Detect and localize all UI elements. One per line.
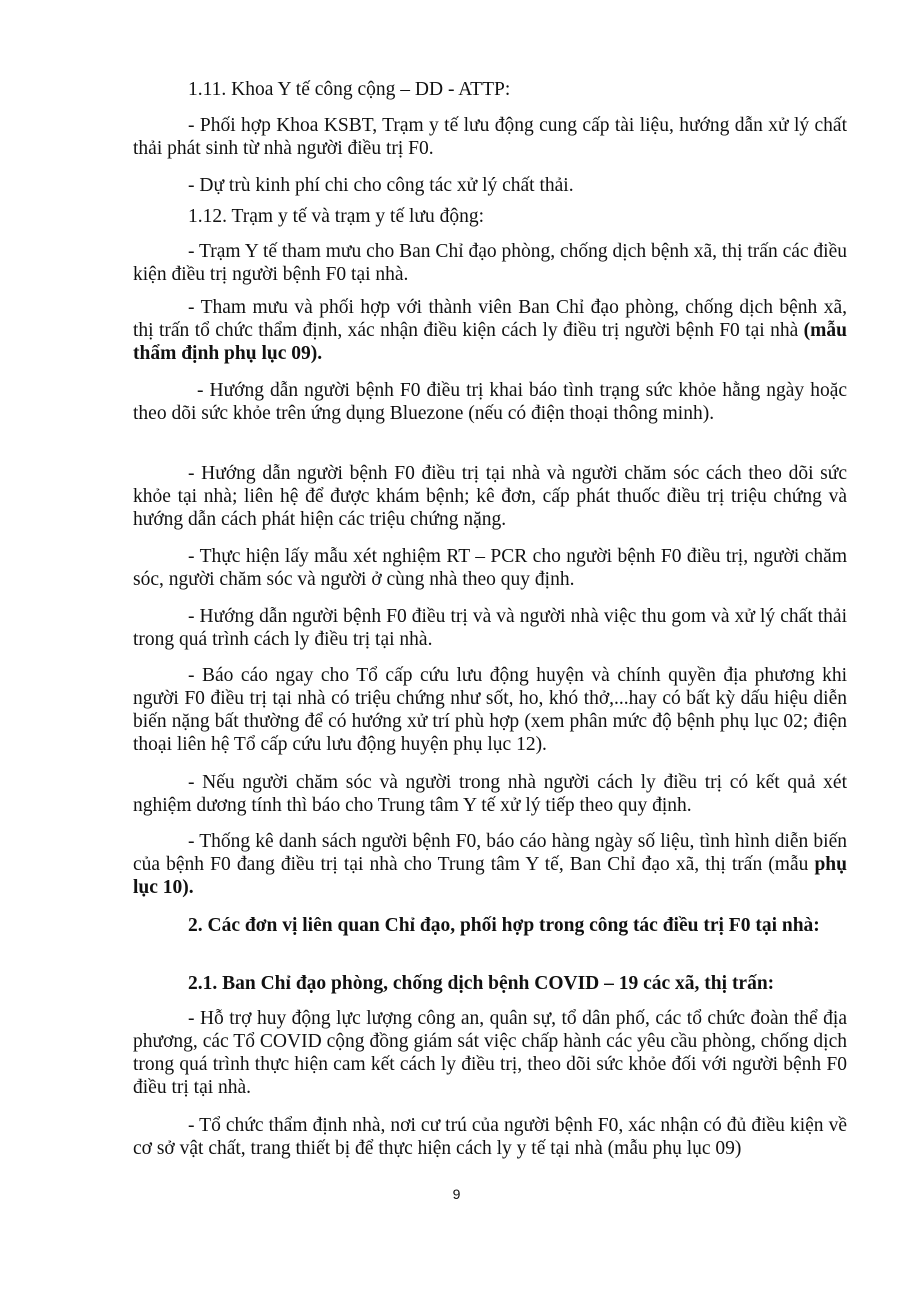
paragraph	[133, 296, 847, 365]
paragraph: - Dự trù kinh phí chi cho công tác xử lý chất thải.	[188, 175, 574, 196]
paragraph-text: - Thống kê danh sách người bệnh F0, báo cáo hàng ngày số liệu, tình hình diễn biến của bệnh F0 đang điều trị tại nhà cho Trung tâm Y tế, Ban Chỉ đạo xã, thị trấn (mẫu	[133, 831, 847, 875]
paragraph: - Thực hiện lấy mẫu xét nghiệm RT – PCR cho người bệnh F0 điều trị, người chăm sóc, người chăm sóc và người ở cùng nhà theo quy định.	[133, 546, 847, 590]
paragraph: - Hướng dẫn người bệnh F0 điều trị và và người nhà việc thu gom và xử lý chất thải trong quá trình cách ly điều trị tại nhà.	[133, 606, 847, 650]
paragraph: - Báo cáo ngay cho Tổ cấp cứu lưu động huyện và chính quyền địa phương khi người F0 điều trị tại nhà có triệu chứng như sốt, ho, khó thở,...hay có bất kỳ dấu hiệu diễn biến nặng bất thường để có hướng xử trí phù hợp (xem phân mức độ bệnh phụ lục 02; điện thoại liên hệ Tổ cấp cứu lưu động huyện phụ lục 12).	[133, 665, 847, 755]
paragraph: - Hướng dẫn người bệnh F0 điều trị khai báo tình trạng sức khỏe hằng ngày hoặc theo dõi sức khỏe trên ứng dụng Bluezone (nếu có điện thoại thông minh).	[133, 380, 847, 424]
heading-2-1: 2.1. Ban Chỉ đạo phòng, chống dịch bệnh COVID – 19 các xã, thị trấn:	[188, 973, 775, 994]
paragraph: - Hỗ trợ huy động lực lượng công an, quân sự, tổ dân phố, các tổ chức đoàn thể địa phương, các Tổ COVID cộng đồng giám sát việc chấp hành các yêu cầu phòng, chống dịch trong quá trình thực hiện cam kết cách ly điều trị, theo dõi sức khỏe đối với người bệnh F0 điều trị tại nhà.	[133, 1008, 847, 1098]
heading-1-12: 1.12. Trạm y tế và trạm y tế lưu động:	[188, 206, 485, 227]
paragraph-bold-ref: phụ lục 10).	[133, 854, 847, 898]
paragraph-text: - Tham mưu và phối hợp với thành viên Ban Chỉ đạo phòng, chống dịch bệnh xã, thị trấn tổ chức thẩm định, xác nhận điều kiện cách ly điều trị người bệnh F0 tại nhà	[133, 297, 847, 341]
heading-2: 2. Các đơn vị liên quan Chỉ đạo, phối hợp trong công tác điều trị F0 tại nhà:	[188, 915, 820, 936]
paragraph: - Hướng dẫn người bệnh F0 điều trị tại nhà và người chăm sóc cách theo dõi sức khỏe tại nhà; liên hệ để được khám bệnh; kê đơn, cấp phát thuốc điều trị triệu chứng và hướng dẫn cách phát hiện các triệu chứng nặng.	[133, 463, 847, 530]
paragraph	[133, 830, 847, 899]
paragraph: - Phối hợp Khoa KSBT, Trạm y tế lưu động cung cấp tài liệu, hướng dẫn xử lý chất thải phát sinh từ nhà người điều trị F0.	[133, 115, 847, 159]
heading-1-11: 1.11. Khoa Y tế công cộng – DD - ATTP:	[188, 79, 511, 100]
paragraph-bold-ref: (mẫu thẩm định phụ lục 09).	[133, 320, 847, 364]
paragraph: - Trạm Y tế tham mưu cho Ban Chỉ đạo phòng, chống dịch bệnh xã, thị trấn các điều kiện điều trị người bệnh F0 tại nhà.	[133, 241, 847, 285]
paragraph: - Nếu người chăm sóc và người trong nhà người cách ly điều trị có kết quả xét nghiệm dương tính thì báo cho Trung tâm Y tế xử lý tiếp theo quy định.	[133, 772, 847, 816]
paragraph: - Tổ chức thẩm định nhà, nơi cư trú của người bệnh F0, xác nhận có đủ điều kiện về cơ sở vật chất, trang thiết bị để thực hiện cách ly y tế tại nhà (mẫu phụ lục 09)	[133, 1115, 847, 1159]
page-number: 9	[452, 1186, 461, 1202]
